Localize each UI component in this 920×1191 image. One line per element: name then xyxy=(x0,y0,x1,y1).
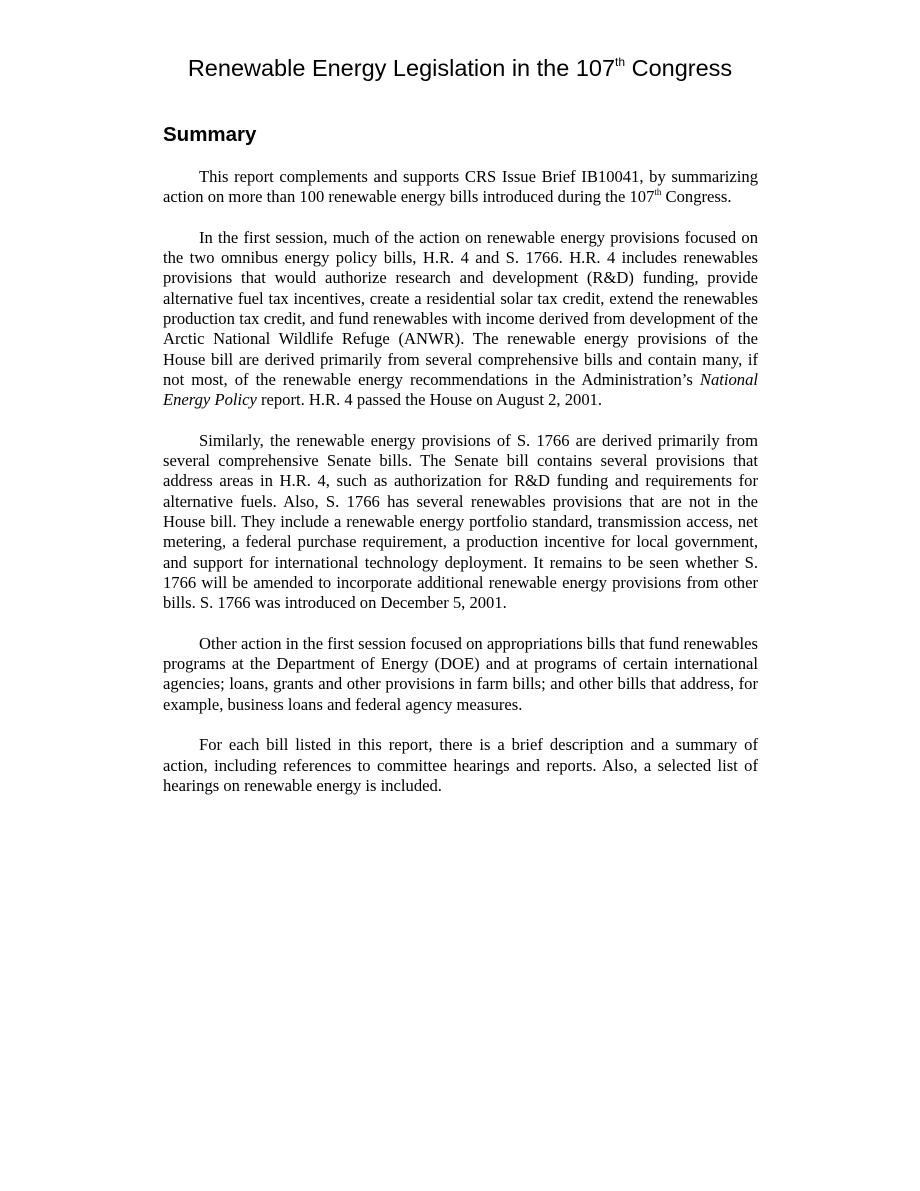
paragraph-3: Similarly, the renewable energy provisions of S. 1766 are derived primarily from several comprehensive Senate bills. The Senate bill contains several provisions that address areas in H.R. 4, such as authorization for R&D funding and requirements for alternative fuels. Also, S. 1766 has several renewables provisions that are not in the House bill. They include a renewable energy portfolio standard, transmission access, net metering, a federal purchase requirement, a production incentive for local government, and support for international technology deployment. It remains to be seen whether S. 1766 will be amended to incorporate additional renewable energy provisions from other bills. S. 1766 was introduced on December 5, 2001. xyxy=(163,430,758,613)
title-prefix: Renewable Energy Legislation in the 107 xyxy=(187,55,616,81)
paragraph-2-text-b: report. H.R. 4 passed the House on August 2, 2001. xyxy=(256,390,603,410)
title-superscript: th xyxy=(615,55,626,69)
paragraph-1-text-a: This report complements and supports CRS Issue Brief IB10041, by summarizing action on more than 100 renewable energy bills introduced during the 107 xyxy=(163,167,758,207)
document-title xyxy=(0,52,920,84)
section-heading-summary: Summary xyxy=(163,123,257,146)
paragraph-2 xyxy=(163,228,758,411)
paragraph-4: Other action in the first session focused on appropriations bills that fund renewables programs at the Department of Energy (DOE) and at programs of certain international agencies; loans, grants and other provisions in farm bills; and other bills that address, for example, business loans and federal agency measures. xyxy=(163,633,758,714)
paragraph-1-text-b: Congress. xyxy=(661,187,732,207)
title-suffix: Congress xyxy=(625,55,733,81)
paragraph-5: For each bill listed in this report, there is a brief description and a summary of action, including references to committee hearings and reports. Also, a selected list of hearings on renewable energy is included. xyxy=(163,735,758,795)
paragraph-1 xyxy=(163,167,758,208)
paragraph-1-superscript: th xyxy=(654,187,662,198)
paragraph-2-italic-title: National Energy Policy xyxy=(163,369,758,410)
summary-body xyxy=(163,167,758,817)
paragraph-2-text-a: In the first session, much of the action on renewable energy provisions focused on the two omnibus energy policy bills, H.R. 4 and S. 1766. H.R. 4 includes renewables provisions that would authorize research and development (R&D) funding, provide alternative fuel tax incentives, create a residential solar tax credit, extend the renewables production tax credit, and fund renewables with income derived from development of the Arctic National Wildlife Refuge (ANWR). The renewable energy provisions of the House bill are derived primarily from several comprehensive bills and contain many, if not most, of the renewable energy recommendations in the Administration’s xyxy=(163,227,758,389)
